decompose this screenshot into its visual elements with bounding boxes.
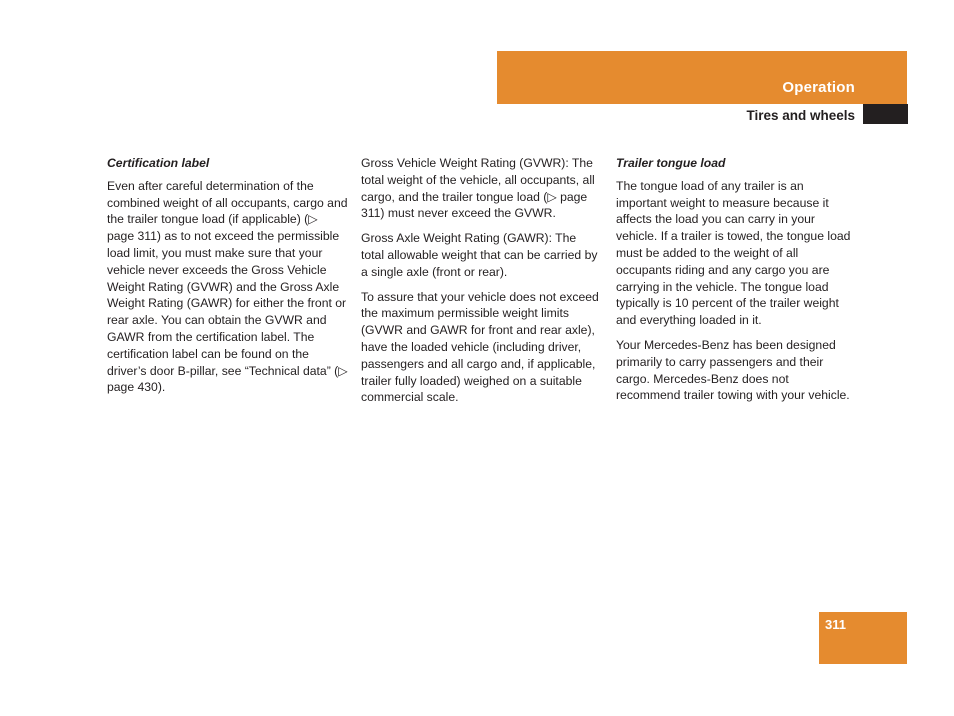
column-heading: Trailer tongue load [616, 156, 726, 170]
thumb-tab-marker [863, 104, 908, 124]
section-header-bar [497, 51, 907, 104]
column-3 [616, 155, 856, 412]
paragraph: Gross Vehicle Weight Rating (GVWR): The total weight of the vehicle, all occupants, all cargo, and the trailer tongue load (▷ page 311) must never exceed the GVWR. [361, 156, 595, 221]
paragraph: Gross Axle Weight Rating (GAWR): The total allowable weight that can be carried by a single axle (front or rear). [361, 231, 598, 279]
column-1 [107, 155, 348, 404]
paragraph: Even after careful determination of the combined weight of all occupants, cargo and the trailer tongue load (if applicable) (▷ page 311) as to not exceed the permissible load limit, you must make sure that your vehicle never exceeds the Gross Vehicle Weight Rating (GVWR) and the Gross Axle Weight Rating (GAWR) for either the front or rear axle. You can obtain the GVWR and GAWR from the certification label. The certification label can be found on the driver’s door B-pillar, see “Technical data” (▷ page 430). [107, 178, 348, 395]
paragraph: To assure that your vehicle does not exceed the maximum permissible weight limits (GVWR and GAWR for front and rear axle), have the loaded vehicle (including driver, passengers and all cargo and, if applicable, trailer fully loaded) weighed on a suitable commercial scale. [361, 289, 599, 405]
column-heading: Certification label [107, 156, 210, 170]
paragraph: Your Mercedes-Benz has been designed primarily to carry passengers and their cargo. Mercedes-Benz does not recommend trailer towing with your vehicle. [616, 337, 850, 403]
column-2 [361, 155, 601, 414]
section-title: Operation [782, 79, 855, 96]
subsection-title: Tires and wheels [746, 108, 855, 123]
paragraph: The tongue load of any trailer is an important weight to measure because it affects the load you can carry in your vehicle. If a trailer is towed, the tongue load must be added to the weight of all occupants riding and any cargo you are carrying in the vehicle. The tongue load typically is 10 percent of the trailer weight and everything loaded in it. [616, 178, 851, 328]
page-number-box [819, 612, 907, 664]
page-number: 311 [825, 617, 846, 632]
